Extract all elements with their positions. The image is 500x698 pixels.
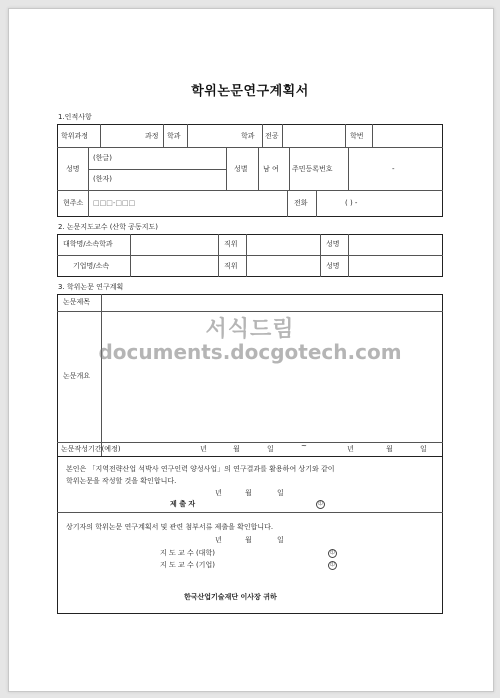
advisor-position-label-1: 직위 bbox=[224, 240, 238, 248]
advisor-univ-label: 대학명/소속학과 bbox=[63, 240, 113, 248]
confirmation-year: 년 bbox=[215, 536, 222, 544]
postal-code-boxes: □□□-□□□ bbox=[93, 199, 136, 207]
period-end-year: 년 bbox=[347, 445, 354, 453]
advisor-position-label-2: 직위 bbox=[224, 262, 238, 270]
phone-label: 전화 bbox=[294, 199, 308, 207]
section-3-heading: 3. 학위논문 연구계획 bbox=[58, 283, 124, 291]
address-label: 현주소 bbox=[63, 199, 84, 207]
rrn-dash: - bbox=[392, 165, 395, 173]
submitter-seal: 印 bbox=[316, 500, 325, 509]
confirmation-month: 월 bbox=[245, 536, 252, 544]
dept-suffix-2: 학과 bbox=[241, 132, 255, 140]
declaration-year: 년 bbox=[215, 489, 222, 497]
period-start-day: 일 bbox=[267, 445, 274, 453]
advisor-name-label-2: 성명 bbox=[326, 262, 340, 270]
degree-course-label: 학위과정 bbox=[61, 132, 89, 140]
phone-format: ( ) - bbox=[345, 199, 358, 207]
section-2-heading: 2. 논문지도교수 (산학 공동지도) bbox=[58, 223, 158, 231]
name-hangul-label: (한글) bbox=[93, 154, 112, 162]
major-label: 전공 bbox=[265, 132, 279, 140]
student-no-label: 학번 bbox=[350, 132, 364, 140]
gender-value: 남 여 bbox=[263, 165, 279, 173]
period-end-day: 일 bbox=[420, 445, 427, 453]
name-label: 성명 bbox=[66, 165, 80, 173]
thesis-overview-label: 논문개요 bbox=[63, 372, 91, 380]
confirmation-day: 일 bbox=[277, 536, 284, 544]
period-start-year: 년 bbox=[200, 445, 207, 453]
period-start-month: 월 bbox=[233, 445, 240, 453]
section-1-heading: 1.인적사항 bbox=[58, 113, 92, 121]
advisor-company-signature-label: 지 도 교 수 (기업) bbox=[160, 561, 215, 569]
name-hanja-label: (한자) bbox=[93, 175, 112, 183]
period-tilde: ~ bbox=[301, 442, 307, 450]
dept-suffix: 학과 bbox=[167, 132, 181, 140]
submitter-label: 제 출 자 bbox=[170, 500, 196, 508]
thesis-title-label: 논문제목 bbox=[63, 298, 91, 306]
advisor-name-label-1: 성명 bbox=[326, 240, 340, 248]
watermark-url: documents.docgotech.com bbox=[98, 340, 402, 364]
declaration-day: 일 bbox=[277, 489, 284, 497]
course-suffix: 과정 bbox=[145, 132, 159, 140]
recipient-line: 한국산업기술재단 이사장 귀하 bbox=[184, 593, 277, 601]
advisor-company-seal: 印 bbox=[328, 561, 337, 570]
declaration-line-1: 본인은 「지역전략산업 석박사 연구인력 양성사업」의 연구결과를 활용하여 상기와 같이 bbox=[66, 465, 335, 473]
confirmation-line: 상기자의 학위논문 연구계획서 및 관련 첨부서류 제출을 확인합니다. bbox=[66, 523, 274, 531]
advisor-company-label: 기업명/소속 bbox=[73, 262, 110, 270]
advisor-univ-seal: 印 bbox=[328, 549, 337, 558]
period-end-month: 월 bbox=[386, 445, 393, 453]
declaration-month: 월 bbox=[245, 489, 252, 497]
rrn-label: 주민등록번호 bbox=[292, 165, 333, 173]
advisor-univ-signature-label: 지 도 교 수 (대학) bbox=[160, 549, 215, 557]
document-title: 학위논문연구계획서 bbox=[191, 84, 309, 99]
declaration-line-2: 학위논문을 작성할 것을 확인합니다. bbox=[66, 477, 177, 485]
gender-label: 성별 bbox=[234, 165, 248, 173]
period-label: 논문작성기간(예정) bbox=[61, 445, 121, 453]
watermark-title: 서식드림 bbox=[205, 317, 295, 342]
